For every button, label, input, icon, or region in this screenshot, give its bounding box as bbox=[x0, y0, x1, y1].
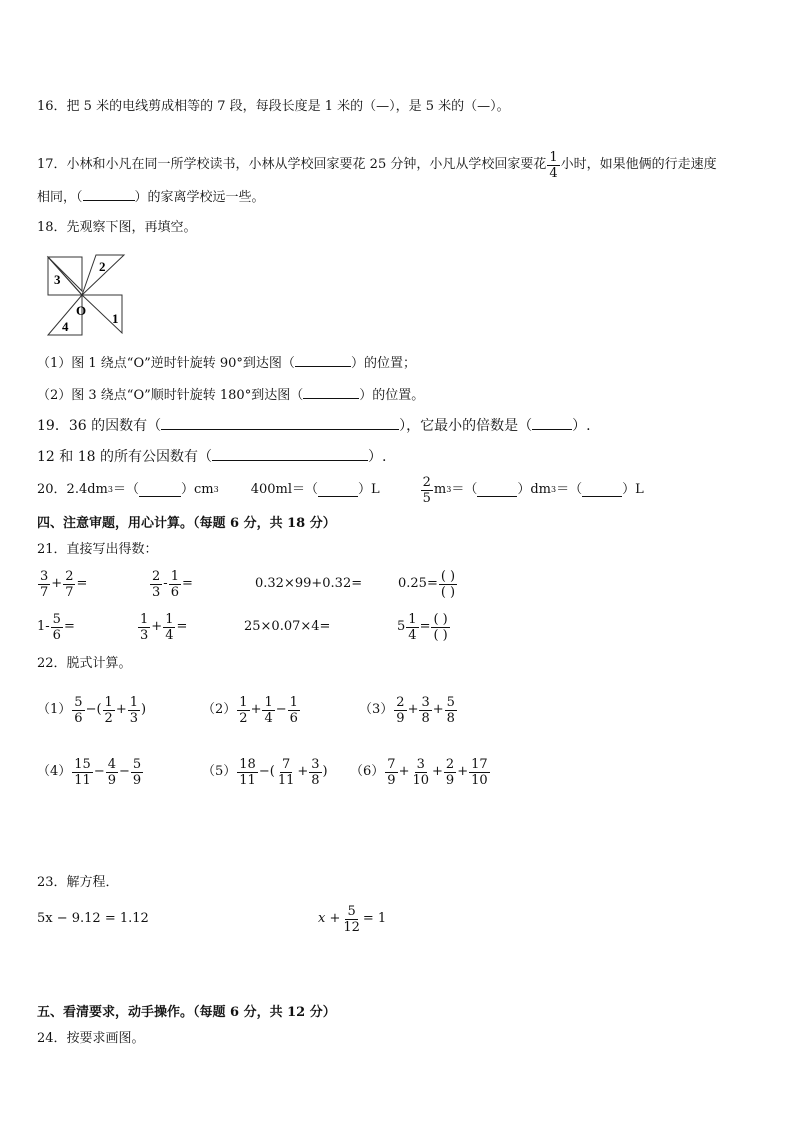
expr-8: 5 $\frac{1}{4}$ = ( ) ( ) bbox=[397, 611, 448, 643]
expr-7: 25×0.07×4= bbox=[244, 619, 331, 634]
calc-4: （4） 15 11 − $\frac{4}{9}$ − $\frac{5}{9}$ bbox=[37, 756, 142, 788]
question-21-title: 21．直接写出得数： bbox=[37, 542, 158, 557]
question-16: 16．把 5 米的电线剪成相等的 7 段，每段长度是 1 米的（—），是 5 米的（—）。 bbox=[37, 99, 510, 114]
calc-6: （6） 7 9 + $\frac{3}{10}$ + $\frac{2}{9}$ + $\frac{17}{10}$ bbox=[350, 756, 488, 788]
figure-label-3: 3 bbox=[54, 272, 61, 287]
answer-blank[interactable] bbox=[83, 187, 135, 201]
q17-text-a: 17．小林和小凡在同一所学校读书，小林从学校回家要花 25 分钟，小凡从学校回家要花 bbox=[37, 157, 547, 172]
question-18-title: 18．先观察下图，再填空。 bbox=[37, 220, 197, 235]
expr-1: 3 7 + $\frac{2}{7}$ = bbox=[40, 568, 88, 600]
answer-blank[interactable] bbox=[532, 416, 572, 430]
fraction-two-fifths: 2 5 bbox=[422, 474, 431, 506]
figure-label-o: O bbox=[76, 303, 87, 318]
calc-1: （1） 5 6 − ( 1 2 + $\frac{1}{3}$ ) bbox=[37, 694, 147, 726]
expr-6: 1 3 + $\frac{1}{4}$ = bbox=[140, 611, 188, 643]
answer-blank[interactable] bbox=[477, 483, 517, 497]
q17-text-b: 小时，如果他俩的行走速度 bbox=[560, 157, 717, 172]
q22-row2 bbox=[37, 752, 491, 792]
question-19-line1: 19．36 的因数有（ ），它最小的倍数是（ ）. bbox=[37, 418, 591, 434]
figure-label-2: 2 bbox=[99, 259, 106, 274]
answer-blank[interactable] bbox=[303, 385, 359, 399]
equation-2: x + $\frac{5}{12}$ = 1 bbox=[318, 903, 387, 935]
expr-4: 0.25= ( ) ( ) bbox=[398, 568, 456, 600]
expr-2: 2 3 - $\frac{1}{6}$ = bbox=[152, 568, 193, 600]
answer-blank[interactable] bbox=[582, 483, 622, 497]
figure-label-1: 1 bbox=[112, 311, 119, 326]
question-18-sub1: （1）图 1 绕点“O”逆时针旋转 90°到达图（ ）的位置； bbox=[37, 353, 416, 373]
q22-row1 bbox=[37, 690, 458, 730]
question-18-sub2: （2）图 3 绕点“O”顺时针旋转 180°到达图（ ）的位置。 bbox=[37, 385, 424, 405]
answer-blank[interactable] bbox=[318, 483, 358, 497]
question-17-line2: 相同，（ ）的家离学校远一些。 bbox=[37, 187, 265, 207]
equation-1: 5x − 9.12 = 1.12 bbox=[37, 911, 149, 926]
fraction-one-quarter: 1 4 bbox=[549, 149, 558, 181]
question-19-line2: 12 和 18 的所有公因数有（ ）. bbox=[37, 449, 387, 465]
q21-row2 bbox=[37, 607, 451, 647]
expr-3: 0.32×99+0.32= bbox=[255, 576, 363, 591]
figure-label-4: 4 bbox=[62, 319, 69, 334]
question-17-line1 bbox=[37, 148, 717, 182]
calc-2: （2） 1 2 + $\frac{1}{4}$ − $\frac{1}{6}$ bbox=[202, 694, 298, 726]
calc-5: （5） 18 11 − ( 7 11 + $\frac{3}{8}$ ) bbox=[202, 756, 328, 788]
answer-blank[interactable] bbox=[139, 483, 181, 497]
section-5-heading: 五、看清要求，动手操作。（每题 6 分，共 12 分） bbox=[37, 1005, 336, 1020]
question-22-title: 22．脱式计算。 bbox=[37, 656, 132, 671]
expr-5: 1- $\frac{5}{6}$ = bbox=[37, 611, 75, 643]
section-4-heading: 四、注意审题，用心计算。（每题 6 分，共 18 分） bbox=[37, 516, 336, 531]
question-20: 20．2.4dm 3 ＝（ ）cm 3 400ml＝（ ）L 2 5 m 3 ＝（ ）dm 3 ＝（ ）L bbox=[37, 474, 644, 506]
question-23-title: 23．解方程． bbox=[37, 875, 119, 890]
answer-blank[interactable] bbox=[295, 353, 351, 367]
question-24: 24．按要求画图。 bbox=[37, 1031, 145, 1046]
q21-row1 bbox=[37, 564, 458, 604]
answer-blank[interactable] bbox=[212, 447, 368, 461]
calc-3: （3） 2 9 + $\frac{3}{8}$ + $\frac{5}{8}$ bbox=[359, 694, 455, 726]
pinwheel-figure bbox=[44, 253, 128, 337]
answer-blank[interactable] bbox=[161, 416, 399, 430]
